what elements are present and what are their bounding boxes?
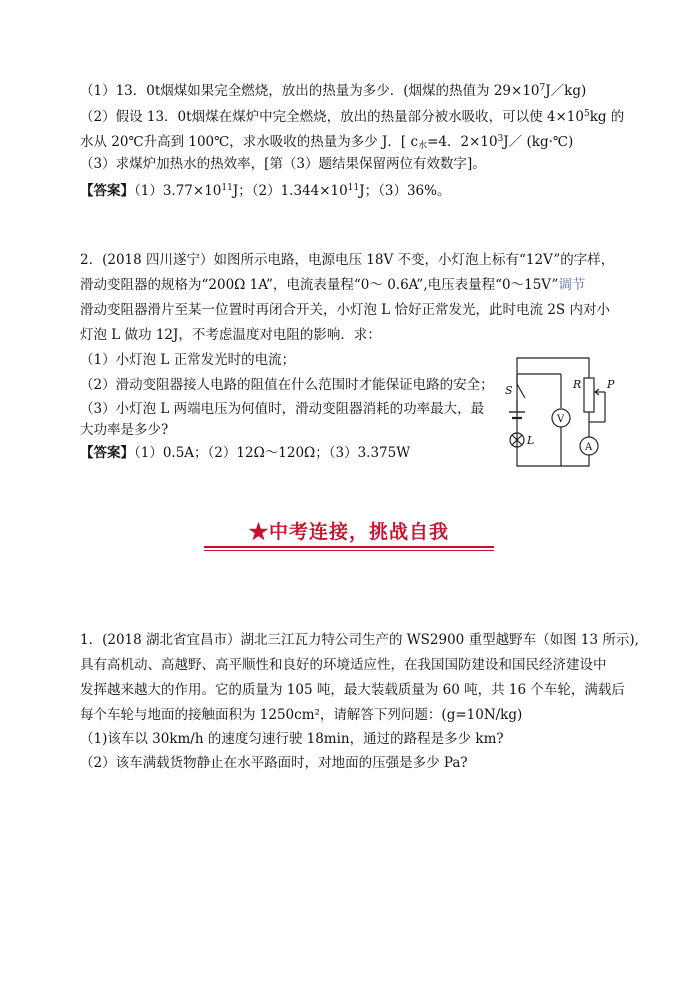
p2-line2: 滑动变阻器的规格为“200Ω 1A”，电流表量程“0～ 0.6A”,电压表量程“0～15V”调节 xyxy=(80,277,586,293)
p2-line3: 滑动变阻器滑片至某一位置时再闭合开关，小灯泡 L 恰好正常发光，此时电流 2S 内对小 xyxy=(80,302,610,318)
p2-q2: （2）滑动变阻器接人电路的阻值在什么范围时才能保证电路的安全； xyxy=(80,377,494,393)
switch-blade xyxy=(517,384,525,398)
p1-q2-line1: （2）假设 13．0t烟煤在煤炉中完全燃烧，放出的热量部分被水吸收，可以使 $4\times 10^5kg$ 的 xyxy=(80,109,625,125)
slider-label: P xyxy=(607,378,615,391)
p2-q3-line1: （3）小灯泡 L 两端电压为何值时，滑动变阻器消耗的功率最大，最 xyxy=(80,401,485,417)
p2-line1: 2．(2018 四川遂宁）如图所示电路，电源电压 18V 不变，小灯泡上标有“12V”的字样， xyxy=(80,252,615,268)
p2-line4: 灯泡 L 做功 12J，不考虑温度对电阻的影响．求： xyxy=(80,327,381,343)
resistor-label: R xyxy=(573,378,582,391)
p1-answer: 【答案】$(1)3.77\times 10^{11}J$；$(2)1.344\times 10^{11}J$；（3）36%。 xyxy=(80,183,451,199)
p3-line3: 发挥越来越大的作用。它的质量为 105 吨，最大装载质量为 60 吨，共 16 个车轮，满载后 xyxy=(80,682,625,698)
p2-answer: 【答案】（1）0.5A；（2）12Ω～120Ω；（3）3.375W xyxy=(80,445,411,461)
voltmeter-label: V xyxy=(557,414,565,425)
ammeter-label: A xyxy=(585,442,593,453)
p3-line2: 具有高机动、高越野、高平顺性和良好的环境适应性，在我国国防建设和国民经济建设中 xyxy=(80,657,607,673)
p2-blue-note: 调节 xyxy=(558,277,586,293)
p1-q1: （1）13．0t烟煤如果完全燃烧，放出的热量为多少．(烟煤的热值为 $29\times 10^7J/kg$) xyxy=(80,83,587,99)
p2-q1: （1）小灯泡 L 正常发光时的电流； xyxy=(80,352,296,368)
switch-label: S xyxy=(505,384,513,397)
section-header xyxy=(204,517,494,544)
resistor-symbol xyxy=(584,378,594,412)
lamp-label: L xyxy=(527,434,535,447)
section-title: ★中考连接，挑战自我 xyxy=(248,521,449,543)
circuit-diagram xyxy=(503,352,623,472)
section-rule-bottom xyxy=(204,550,494,551)
p3-line1: 1．(2018 湖北省宜昌市）湖北三江瓦力特公司生产的 WS2900 重型越野车（如图 13 所示), xyxy=(80,632,639,648)
p3-q2: （2）该车满载货物静止在水平路面时，对地面的压强是多少 Pa? xyxy=(80,755,468,771)
p1-q3: （3）求煤炉加热水的热效率，[第（3）题结果保留两位有效数字]。 xyxy=(80,156,486,172)
p2-q3-line2: 大功率是多少? xyxy=(80,422,169,438)
section-rule-top xyxy=(204,546,494,548)
p3-line4: 每个车轮与地面的接触面积为 1250cm²，请解答下列问题：(g=10N/kg) xyxy=(80,707,523,723)
p3-q1: （1)该车以 30km/h 的速度匀速行驶 18min，通过的路程是多少 km? xyxy=(80,731,504,747)
p1-q2-line2: 水从 20℃升高到 100℃，求水吸收的热量为多少 J．[ $c_水=4$．$2\times 10^3J/$ (kg·℃) xyxy=(80,134,574,151)
